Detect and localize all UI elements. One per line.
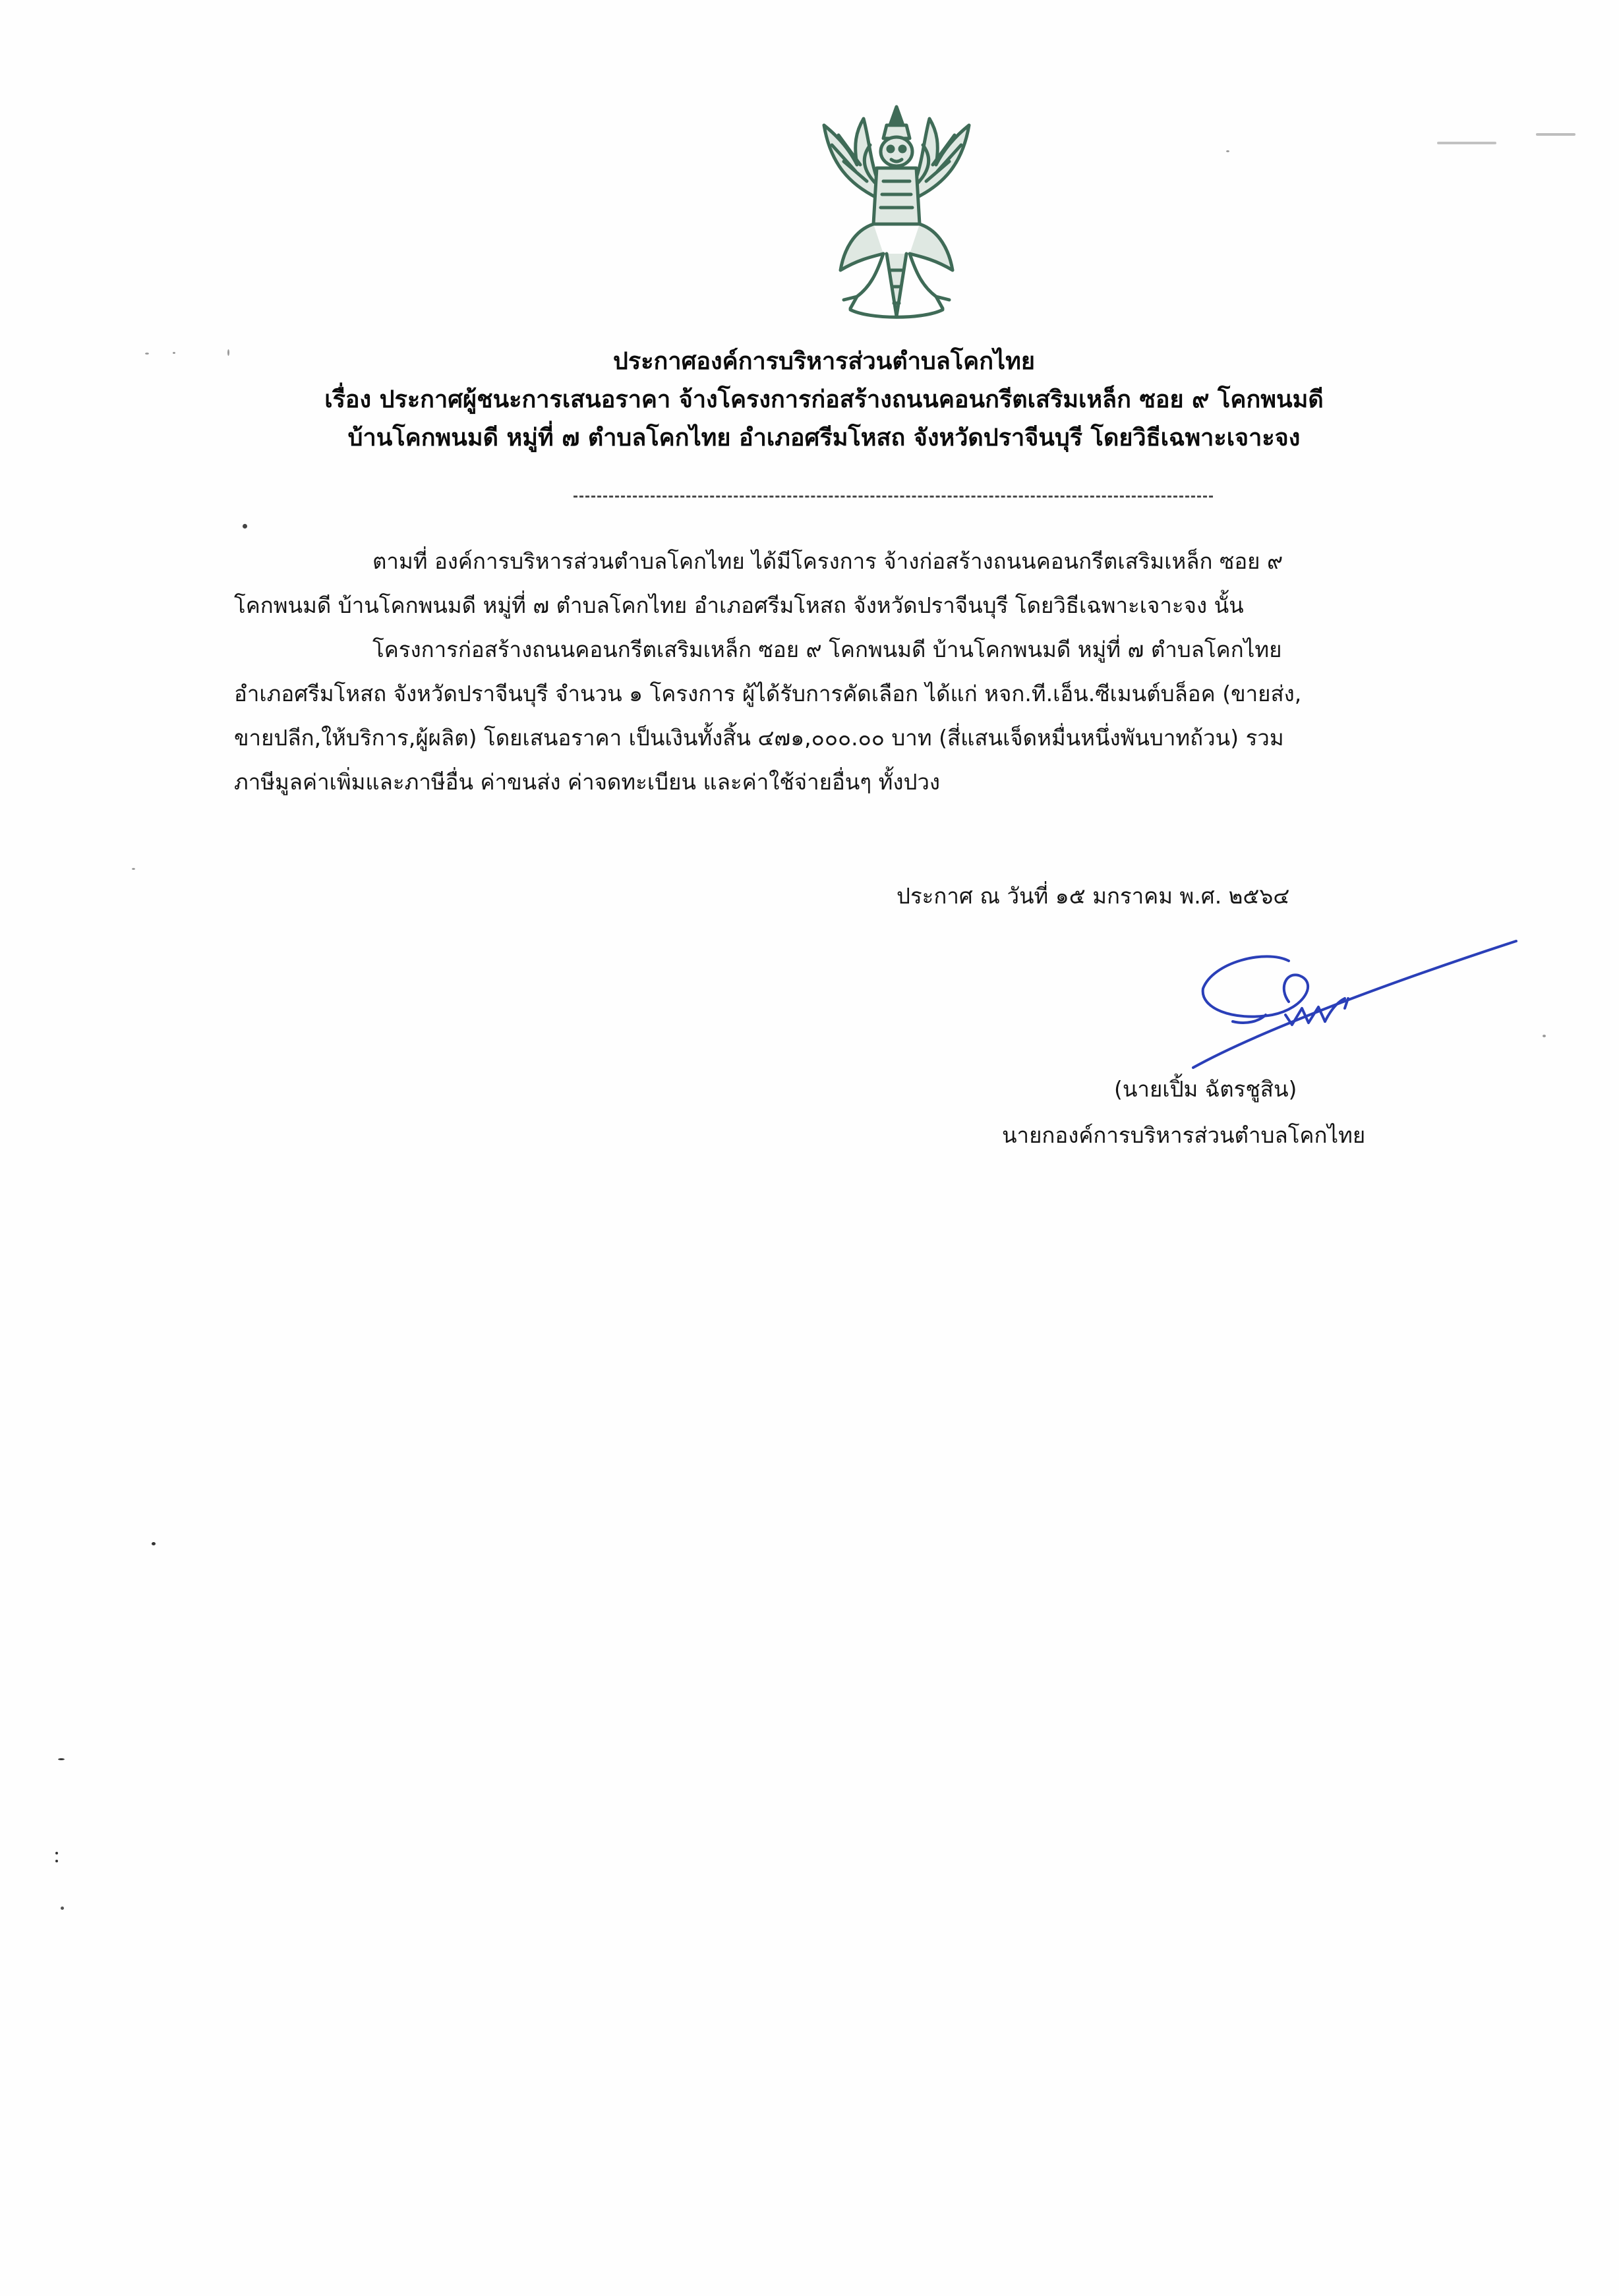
- scan-speck: [1226, 150, 1229, 152]
- announcement-title: [171, 343, 1477, 457]
- body-paragraph-line: ภาษีมูลค่าเพิ่มและภาษีอื่น ค่าขนส่ง ค่าจดทะเบียน และค่าใช้จ่ายอื่นๆ ทั้งปวง: [234, 769, 941, 795]
- title-line-2: เรื่อง ประกาศผู้ชนะการเสนอราคา จ้างโครงการก่อสร้างถนนคอนกรีตเสริมเหล็ก ซอย ๙ โคกพนมดี: [324, 386, 1324, 413]
- scan-speck: [61, 1907, 64, 1910]
- scan-speck: [1536, 133, 1575, 136]
- body-paragraph-line: โครงการก่อสร้างถนนคอนกรีตเสริมเหล็ก ซอย ๙ โคกพนมดี บ้านโคกพนมดี หมู่ที่ ๗ ตำบลโคกไทย: [372, 637, 1282, 662]
- handwritten-signature: [1173, 909, 1529, 1081]
- scan-speck: [152, 1542, 156, 1545]
- scan-speck: [55, 1860, 58, 1862]
- scan-speck: [145, 353, 149, 355]
- scan-speck: [58, 1758, 65, 1760]
- body-paragraph-line: ตามที่ องค์การบริหารส่วนตำบลโคกไทย ได้มีโครงการ จ้างก่อสร้างถนนคอนกรีตเสริมเหล็ก ซอย ๙: [372, 548, 1283, 574]
- signer-name: (นายเปิ้ม ฉัตรชูสิน): [1114, 1076, 1297, 1102]
- scan-speck: [243, 524, 247, 529]
- body-paragraph-line: ขายปลีก,ให้บริการ,ผู้ผลิต) โดยเสนอราคา เป็นเงินทั้งสิ้น ๔๗๑,๐๐๐.๐๐ บาท (สี่แสนเจ็ดหมื่นหนึ่งพันบาทถ้วน) รวม: [234, 725, 1284, 751]
- announcement-body: [234, 539, 1487, 804]
- signer-title: นายกองค์การบริหารส่วนตำบลโคกไทย: [1002, 1122, 1366, 1148]
- announcement-date: ประกาศ ณ วันที่ ๑๕ มกราคม พ.ศ. ๒๕๖๔: [897, 883, 1290, 909]
- scan-speck: [1437, 142, 1496, 144]
- scan-speck: [55, 1852, 58, 1854]
- title-line-3: บ้านโคกพนมดี หมู่ที่ ๗ ตำบลโคกไทย อำเภอศรีมโหสถ จังหวัดปราจีนบุรี โดยวิธีเฉพาะเจาะจง: [347, 424, 1301, 451]
- body-paragraph-line: โคกพนมดี บ้านโคกพนมดี หมู่ที่ ๗ ตำบลโคกไทย อำเภอศรีมโหสถ จังหวัดปราจีนบุรี โดยวิธีเฉพาะเจาะจง นั้น: [234, 592, 1244, 618]
- scan-speck: [1543, 1035, 1546, 1037]
- body-paragraph-line: อำเภอศรีมโหสถ จังหวัดปราจีนบุรี จำนวน ๑ โครงการ ผู้ได้รับการคัดเลือก ได้แก่ หจก.ที.เอ็น.ซีเมนต์บล็อค (ขายส่ง,: [234, 681, 1302, 706]
- garuda-emblem: [778, 99, 1015, 336]
- title-line-1: ประกาศองค์การบริหารส่วนตำบลโคกไทย: [613, 348, 1035, 375]
- scan-speck: [132, 868, 135, 870]
- title-divider: [574, 496, 1213, 498]
